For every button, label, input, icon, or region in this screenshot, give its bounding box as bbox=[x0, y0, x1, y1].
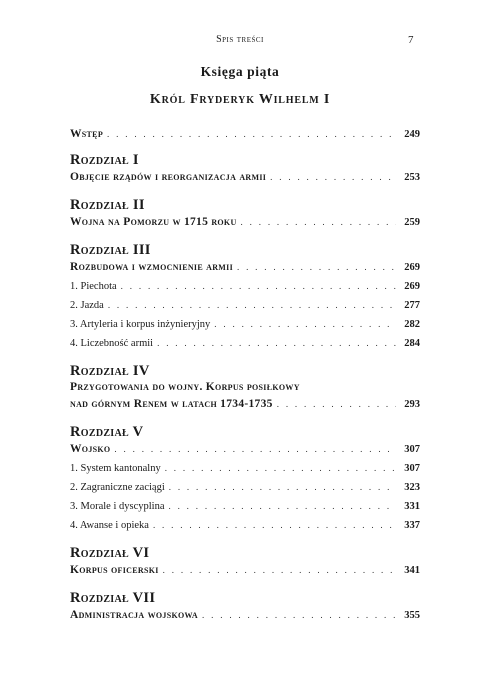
toc-entry-label: Wojna na Pomorzu w 1715 roku bbox=[70, 216, 237, 228]
toc-entry-label: 1. System kantonalny bbox=[70, 463, 161, 474]
toc-entry-label: 2. Jazda bbox=[70, 300, 104, 311]
toc-entry-page: 284 bbox=[404, 338, 420, 349]
toc-chapter-2 bbox=[70, 197, 420, 232]
leader-dots bbox=[237, 258, 396, 277]
leader-dots bbox=[165, 459, 396, 478]
toc-entry-page: 259 bbox=[404, 217, 420, 228]
toc-chapter-6 bbox=[70, 545, 420, 580]
toc-entry-page: 277 bbox=[404, 300, 420, 311]
toc-entry-page: 331 bbox=[404, 501, 420, 512]
toc-entry-page: 307 bbox=[404, 444, 420, 455]
toc-entry-label: Wojsko bbox=[70, 443, 111, 455]
leader-dots bbox=[163, 561, 396, 580]
toc-entry-page: 282 bbox=[404, 319, 420, 330]
leader-dots bbox=[121, 277, 396, 296]
toc-entry-label: Korpus oficerski bbox=[70, 564, 159, 576]
toc-entry-label: Przygotowania do wojny. Korpus posiłkowy bbox=[70, 381, 300, 393]
book-subtitle: Król Fryderyk Wilhelm I bbox=[149, 92, 331, 107]
leader-dots bbox=[153, 516, 396, 535]
book-title: Księga piąta bbox=[200, 64, 280, 79]
toc-chapter-1 bbox=[70, 152, 420, 187]
toc-subsection-row[interactable] bbox=[70, 277, 420, 296]
leader-dots bbox=[114, 440, 396, 459]
leader-dots bbox=[270, 168, 396, 187]
toc-row[interactable] bbox=[70, 606, 420, 625]
toc-entry-page: 253 bbox=[404, 172, 420, 183]
toc-intro bbox=[70, 125, 420, 144]
toc-entry-label: 4. Liczebność armii bbox=[70, 338, 154, 349]
leader-dots bbox=[169, 478, 396, 497]
toc-entry-page: 269 bbox=[404, 281, 420, 292]
toc-entry-page: 341 bbox=[404, 565, 420, 576]
toc-subsection-row[interactable] bbox=[70, 478, 420, 497]
toc-row[interactable] bbox=[70, 561, 420, 580]
toc-row[interactable] bbox=[70, 213, 420, 232]
leader-dots bbox=[202, 606, 396, 625]
toc-entry-label: 1. Piechota bbox=[70, 281, 117, 292]
chapter-heading: Rozdział IV bbox=[70, 363, 150, 379]
toc-entry-label: Rozbudowa i wzmocnienie armii bbox=[70, 261, 233, 273]
toc-entry-label: Administracja wojskowa bbox=[70, 609, 199, 621]
toc-entry-label: 4. Awanse i opieka bbox=[70, 520, 149, 531]
leader-dots bbox=[108, 296, 396, 315]
chapter-heading: Rozdział I bbox=[70, 152, 139, 168]
toc-entry-label: Wstęp bbox=[70, 128, 104, 140]
leader-dots bbox=[277, 395, 396, 414]
toc-entry-page: 323 bbox=[404, 482, 420, 493]
toc-entry-page: 269 bbox=[404, 262, 420, 273]
toc-entry-page: 293 bbox=[404, 399, 420, 410]
toc-subsection-row[interactable] bbox=[70, 497, 420, 516]
toc-entry-label: Objęcie rządów i reorganizacja armii bbox=[70, 171, 267, 183]
toc-entry-label: 2. Zagraniczne zaciągi bbox=[70, 482, 165, 493]
chapter-heading: Rozdział V bbox=[70, 424, 144, 440]
toc-entry-page: 249 bbox=[404, 129, 420, 140]
toc-entry-label: nad górnym Renem w latach 1734-1735 bbox=[70, 398, 273, 410]
toc-subsection-row[interactable] bbox=[70, 334, 420, 353]
leader-dots bbox=[157, 334, 396, 353]
leader-dots bbox=[214, 315, 396, 334]
toc-row[interactable] bbox=[70, 440, 420, 459]
chapter-heading: Rozdział II bbox=[70, 197, 145, 213]
chapter-heading: Rozdział III bbox=[70, 242, 151, 258]
leader-dots bbox=[241, 213, 396, 232]
toc-subsection-row[interactable] bbox=[70, 516, 420, 535]
leader-dots bbox=[107, 125, 396, 144]
toc-row[interactable] bbox=[70, 258, 420, 277]
leader-dots bbox=[168, 497, 396, 516]
toc-entry-label: 3. Morale i dyscyplina bbox=[70, 501, 165, 512]
toc-row[interactable] bbox=[70, 125, 420, 144]
toc-entry-page: 337 bbox=[404, 520, 420, 531]
toc-entry-page: 307 bbox=[404, 463, 420, 474]
table-of-contents bbox=[70, 125, 420, 635]
chapter-heading: Rozdział VI bbox=[70, 545, 150, 561]
toc-row[interactable] bbox=[70, 168, 420, 187]
toc-row-line-1[interactable] bbox=[70, 379, 420, 395]
toc-subsection-row[interactable] bbox=[70, 315, 420, 334]
toc-entry-page: 355 bbox=[404, 610, 420, 621]
toc-chapter-5 bbox=[70, 424, 420, 535]
toc-row[interactable] bbox=[70, 395, 420, 414]
running-head-title: Spis treści bbox=[216, 34, 264, 45]
chapter-heading: Rozdział VII bbox=[70, 590, 156, 606]
toc-chapter-7 bbox=[70, 590, 420, 625]
toc-chapter-4 bbox=[70, 363, 420, 414]
toc-entry-label: 3. Artyleria i korpus inżynieryjny bbox=[70, 319, 211, 330]
toc-subsection-row[interactable] bbox=[70, 459, 420, 478]
page-number: 7 bbox=[408, 34, 414, 46]
toc-chapter-3 bbox=[70, 242, 420, 353]
toc-subsection-row[interactable] bbox=[70, 296, 420, 315]
